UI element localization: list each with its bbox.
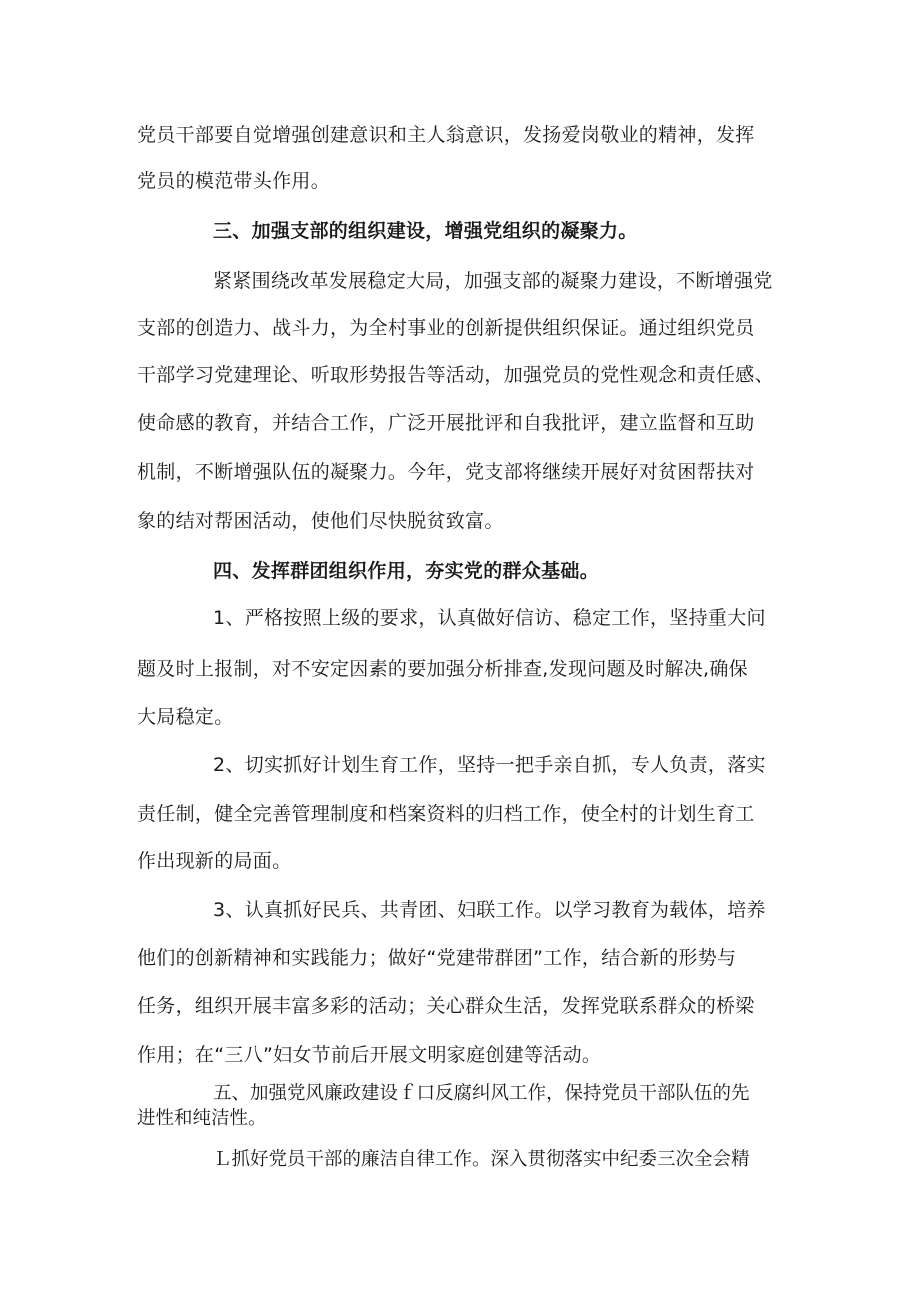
section-heading-5: 五、加强党风廉政建设ｆ口反腐纠风工作，保持党员干部队伍的先 <box>213 1083 750 1104</box>
list-item-line: 任务，组织开展丰富多彩的活动；关心群众生活，发挥党联系群众的桥梁 <box>137 995 755 1017</box>
paragraph-line: 党员干部要自觉增强创建意识和主人翁意识，发扬爱岗敬业的精神，发挥 <box>137 124 755 146</box>
paragraph-line: 紧紧围绕改革发展稳定大局，加强支部的凝聚力建设，不断增强党 <box>213 270 773 292</box>
paragraph-line: 象的结对帮困活动，使他们尽快脱贫致富。 <box>137 510 504 532</box>
paragraph-line: 干部学习党建理论、听取形势报告等活动，加强党员的党性观念和责任感、 <box>137 364 774 386</box>
list-item-line: 他们的创新精神和实践能力；做好“党建带群团”工作，结合新的形势与 <box>137 947 737 969</box>
list-item-line: 3、认真抓好民兵、共青团、妇联工作。以学习教育为载体，培养 <box>213 899 766 921</box>
section-heading-5-continued: 进性和纯洁性。 <box>137 1108 267 1129</box>
section-heading-3: 三、加强支部的组织建设，增强党组织的凝聚力。 <box>213 220 638 242</box>
list-item-line: 作出现新的局面。 <box>137 850 292 872</box>
list-item-line: 大局稳定。 <box>137 706 234 728</box>
list-item-line: 2、切实抓好计划生育工作，坚持一把手亲自抓，专人负责，落实 <box>213 754 766 776</box>
list-item-line: 1、严格按照上级的要求，认真做好信访、稳定工作，坚持重大问 <box>213 607 766 629</box>
paragraph-line: 使命感的教育，并结合工作，广泛开展批评和自我批评，建立监督和互助 <box>137 412 755 434</box>
paragraph-line: 机制，不断增强队伍的凝聚力。今年，党支部将继续开展好对贫困帮扶对 <box>137 461 755 483</box>
paragraph-line: 党员的模范带头作用。 <box>137 170 331 192</box>
list-item-line: 责任制，健全完善管理制度和档案资料的归档工作，使全村的计划生育工 <box>137 803 755 825</box>
section-heading-4: 四、发挥群团组织作用，夯实党的群众基础。 <box>213 560 600 582</box>
list-item-line: Ｌ抓好党员干部的廉洁自律工作。深入贯彻落实中纪委三次全会精 <box>213 1149 750 1170</box>
paragraph-line: 支部的创造力、战斗力，为全村事业的创新提供组织保证。通过组织党员 <box>137 317 755 339</box>
list-item-line: 题及时上报制，对不安定因素的要加强分析排查,发现问题及时解决,确保 <box>137 658 748 680</box>
list-item-line: 作用；在“三八”妇女节前后开展文明家庭创建等活动。 <box>137 1044 602 1066</box>
